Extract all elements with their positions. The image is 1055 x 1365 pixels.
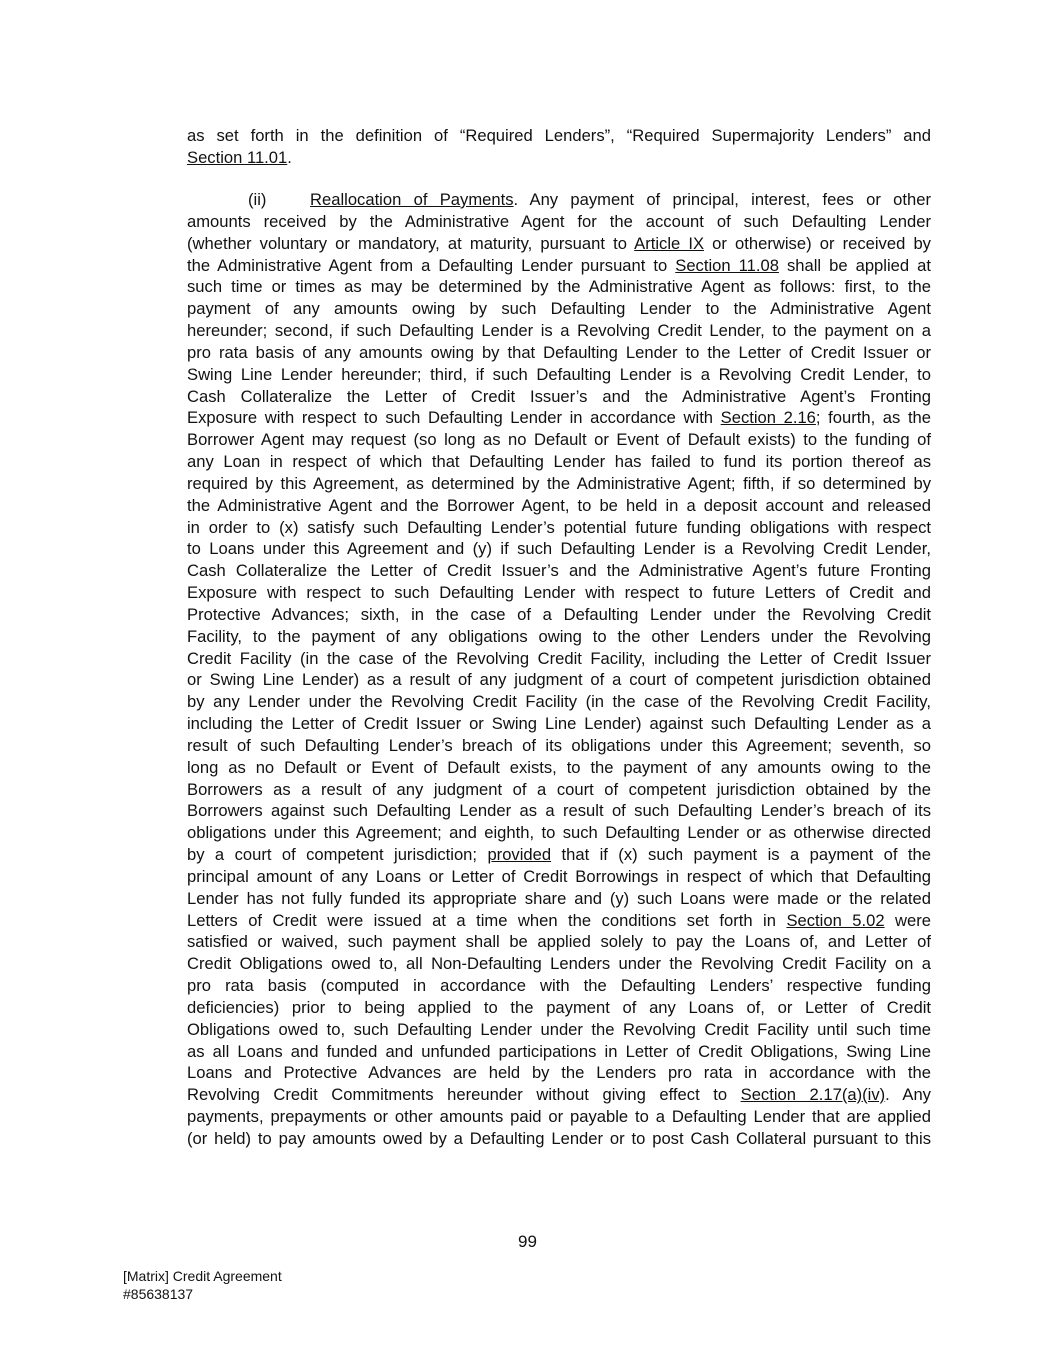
text-line [187, 669, 931, 691]
cross-reference: Section 5.02 [786, 911, 885, 930]
text-line [187, 364, 931, 386]
text-line [187, 255, 931, 277]
text-line [187, 604, 931, 626]
text-run: satisfied or waived, such payment shall be applied solely to pay the Loans of, and Letter of [187, 932, 931, 951]
text-line [187, 953, 931, 975]
text-line [187, 473, 931, 495]
text-run: pro rata basis of any amounts owing by that Defaulting Lender to the Letter of Credit Issuer or [187, 343, 931, 362]
text-run: Revolving Credit Commitments hereunder without giving effect to [187, 1085, 741, 1104]
text-run: ; fourth, as the [815, 408, 932, 427]
text-run: Credit Obligations owed to, all Non-Defaulting Lenders under the Revolving Credit Facility on a [187, 954, 931, 973]
text-run: obligations under this Agreement; and eighth, to such Defaulting Lender or as otherwise directed [187, 823, 931, 842]
footer [123, 1267, 282, 1303]
text-run: Exposure with respect to such Defaulting Lender in accordance with [187, 408, 721, 427]
text-run: Borrowers as a result of any judgment of a court of competent jurisdiction obtained by the [187, 780, 931, 799]
text-line [187, 975, 931, 997]
text-line [187, 735, 931, 757]
text-line [187, 910, 931, 932]
text-run: were [884, 911, 932, 930]
text-run: by any Lender under the Revolving Credit Facility (in the case of the Revolving Credit Facility, [187, 692, 931, 711]
cross-reference: Section 11.08 [675, 256, 779, 275]
text-run: the Administrative Agent from a Defaulting Lender pursuant to [187, 256, 676, 275]
text-run: payment of any amounts owing by such Defaulting Lender to the Administrative Agent [187, 299, 931, 318]
text-run: or Swing Line Lender) as a result of any judgment of a court of competent jurisdiction obtained [187, 670, 931, 689]
text-run: shall be applied at [778, 256, 931, 275]
text-line [187, 1084, 931, 1106]
text-run: or otherwise) or received by [704, 234, 931, 253]
text-run: as set forth in the definition of “Required Lenders”, “Required Supermajority Lenders” and [187, 126, 931, 145]
text-line [187, 386, 931, 408]
text-run: payments, prepayments or other amounts paid or payable to a Defaulting Lender that are applied [187, 1107, 931, 1126]
text-line [187, 844, 931, 866]
text-line [187, 538, 931, 560]
text-run: required by this Agreement, as determined by the Administrative Agent; fifth, if so determined by [187, 474, 931, 493]
text-line [187, 779, 931, 801]
footer-doc-id: #85638137 [123, 1286, 194, 1302]
text-line [187, 320, 931, 342]
text-run: Obligations owed to, such Defaulting Lender under the Revolving Credit Facility until such time [187, 1020, 931, 1039]
text-run: Credit Facility (in the case of the Revolving Credit Facility, including the Letter of Credit Issuer [187, 649, 931, 668]
text-line [187, 1041, 931, 1063]
text-run: Cash Collateralize the Letter of Credit Issuer’s and the Administrative Agent’s Fronting [187, 387, 931, 406]
text-line [187, 626, 931, 648]
text-run: amounts received by the Administrative Agent for the account of such Defaulting Lender [187, 212, 931, 231]
text-run: Cash Collateralize the Letter of Credit Issuer’s and the Administrative Agent’s future Fronting [187, 561, 931, 580]
text-run: Facility, to the payment of any obligations owing to the other Lenders under the Revolving [187, 627, 931, 646]
page-number: 99 [518, 1232, 537, 1251]
text-line [187, 931, 931, 953]
text-line [187, 189, 931, 211]
text-line [187, 276, 931, 298]
text-line [187, 691, 931, 713]
text-run: such time or times as may be determined by the Administrative Agent as follows: first, to the [187, 277, 931, 296]
text-run: . [287, 148, 292, 167]
cross-reference: Article IX [634, 234, 705, 253]
text-run: the Administrative Agent and the Borrower Agent, to be held in a deposit account and released [187, 496, 931, 515]
text-run: . Any payment of principal, interest, fees or other [513, 190, 931, 209]
text-run: . Any [885, 1085, 931, 1104]
text-run: pro rata basis (computed in accordance with the Defaulting Lenders’ respective funding [187, 976, 931, 995]
text-line [187, 648, 931, 670]
text-line [187, 1062, 931, 1084]
text-run: any Loan in respect of which that Defaulting Lender has failed to fund its portion thereof as [187, 452, 931, 471]
text-run: long as no Default or Event of Default exists, to the payment of any amounts owing to the [187, 758, 931, 777]
text-run: Lender has not fully funded its appropriate share and (y) such Loans were made or the related [187, 889, 931, 908]
text-line [187, 582, 931, 604]
cross-reference: Section 2.17(a)(iv) [740, 1085, 886, 1104]
text-run: (or held) to pay amounts owed by a Defaulting Lender or to post Cash Collateral pursuant to this [187, 1129, 931, 1148]
text-line [187, 233, 931, 255]
footer-doc-name: [Matrix] Credit Agreement [123, 1268, 282, 1284]
cross-reference: Reallocation of Payments [310, 190, 514, 209]
cross-reference: Section 2.16 [720, 408, 816, 427]
text-line [187, 451, 931, 473]
text-line [187, 211, 931, 233]
text-line [187, 866, 931, 888]
text-run: to Loans under this Agreement and (y) if such Defaulting Lender is a Revolving Credit Lender, [187, 539, 931, 558]
text-line [187, 822, 931, 844]
text-run: in order to (x) satisfy such Defaulting Lender’s potential future funding obligations with respect [187, 518, 931, 537]
text-line [187, 147, 931, 169]
text-run: Exposure with respect to such Defaulting Lender with respect to future Letters of Credit and [187, 583, 931, 602]
text-line [187, 560, 931, 582]
cross-reference: Section 11.01 [187, 148, 288, 167]
text-run: Borrower Agent may request (so long as no Default or Event of Default exists) to the funding of [187, 430, 931, 449]
text-line [187, 342, 931, 364]
text-line [187, 517, 931, 539]
text-line [187, 1128, 931, 1150]
text-line [187, 298, 931, 320]
text-run: Letters of Credit were issued at a time when the conditions set forth in [187, 911, 787, 930]
text-line [187, 1106, 931, 1128]
text-line [187, 495, 931, 517]
text-run: Borrowers against such Defaulting Lender as a result of such Defaulting Lender’s breach of its [187, 801, 931, 820]
text-run: Swing Line Lender hereunder; third, if such Defaulting Lender is a Revolving Credit Lender, to [187, 365, 931, 384]
text-line [187, 407, 931, 429]
text-run: including the Letter of Credit Issuer or Swing Line Lender) against such Defaulting Lender as a [187, 714, 931, 733]
text-run: as all Loans and funded and unfunded participations in Letter of Credit Obligations, Swing Line [187, 1042, 931, 1061]
text-run: by a court of competent jurisdiction; [187, 845, 488, 864]
text-run: Loans and Protective Advances are held by the Lenders pro rata in accordance with the [187, 1063, 931, 1082]
text-run: result of such Defaulting Lender’s breach of its obligations under this Agreement; seventh, so [187, 736, 931, 755]
text-line [187, 888, 931, 910]
text-run: principal amount of any Loans or Letter of Credit Borrowings in respect of which that Defaulting [187, 867, 931, 886]
text-line [187, 713, 931, 735]
text-line [187, 125, 931, 147]
text-line [187, 757, 931, 779]
cross-reference: provided [487, 845, 552, 864]
text-line [187, 1019, 931, 1041]
clause-marker: (ii) [248, 190, 267, 209]
text-run: (whether voluntary or mandatory, at maturity, pursuant to [187, 234, 635, 253]
text-run: hereunder; second, if such Defaulting Lender is a Revolving Credit Lender, to the payment on a [187, 321, 931, 340]
text-run: deficiencies) prior to being applied to the payment of any Loans of, or Letter of Credit [187, 998, 931, 1017]
text-run: Protective Advances; sixth, in the case of a Defaulting Lender under the Revolving Credit [187, 605, 931, 624]
text-line [187, 429, 931, 451]
text-run: that if (x) such payment is a payment of the [551, 845, 931, 864]
text-line [187, 800, 931, 822]
text-line [187, 997, 931, 1019]
